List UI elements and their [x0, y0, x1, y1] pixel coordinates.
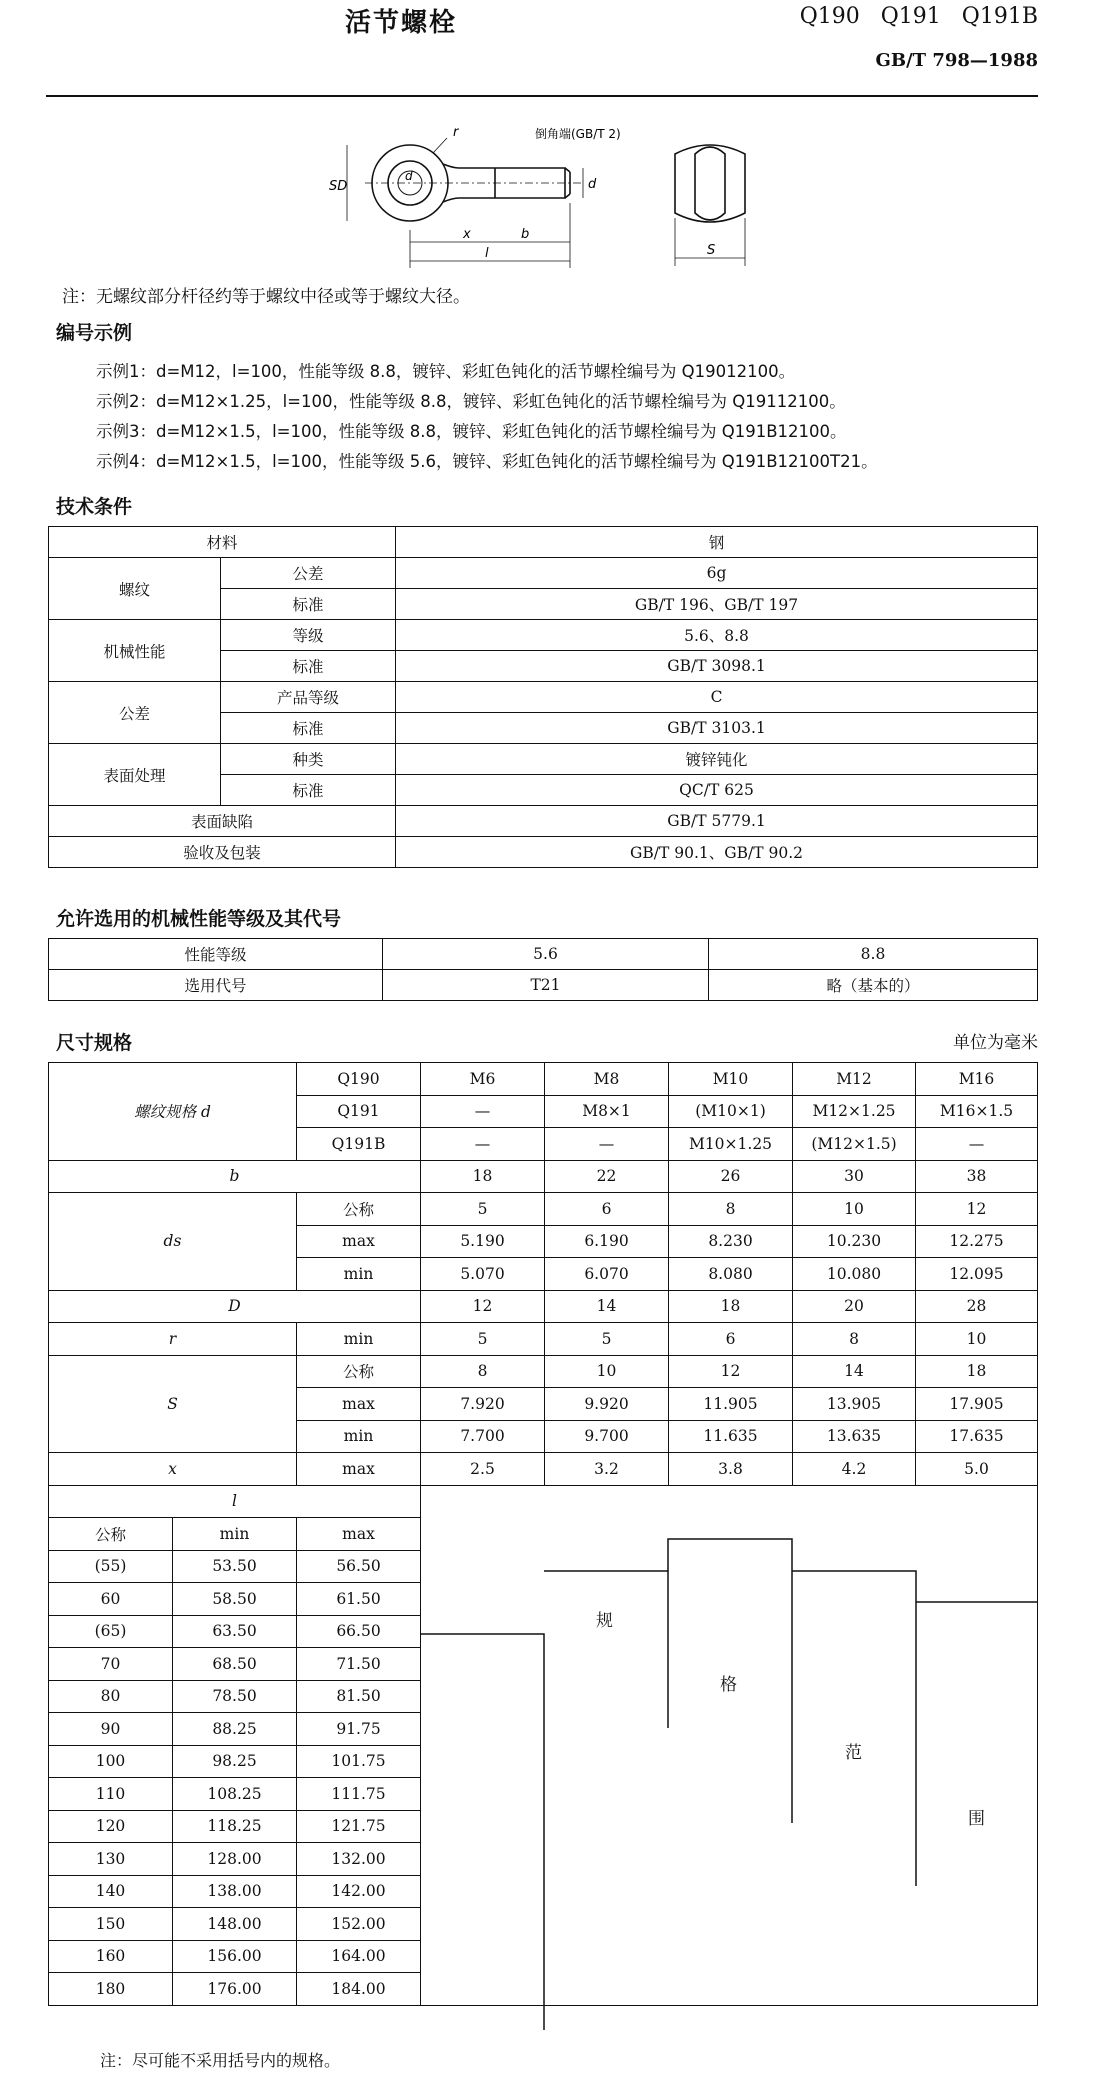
table-row: max 7.920 9.920 11.905 13.905 17.905 [49, 1388, 1038, 1421]
tech-heading: 技术条件 [56, 496, 133, 518]
table-row: 70 68.50 71.50 [49, 1648, 1038, 1681]
table-row: 140 138.00 142.00 [49, 1875, 1038, 1908]
table-row: 标准 GB/T 3098.1 [49, 651, 1038, 682]
table-row: 验收及包装 GB/T 90.1、GB/T 90.2 [49, 837, 1038, 868]
table-row: 160 156.00 164.00 [49, 1940, 1038, 1973]
table-row: 120 118.25 121.75 [49, 1810, 1038, 1843]
table-row: Q191B — — M10×1.25 (M12×1.5) — [49, 1128, 1038, 1161]
unit-note: 单位为毫米 [953, 1033, 1038, 1053]
table-row: 80 78.50 81.50 [49, 1680, 1038, 1713]
table-row: 标准 GB/T 196、GB/T 197 [49, 589, 1038, 620]
example-2: 示例2：d=M12×1.25，l=100，性能等级 8.8，镀锌、彩虹色钝化的活节螺栓编号为 Q19112100。 [96, 392, 846, 411]
chamfer-label: 倒角端(GB/T 2) [535, 127, 621, 141]
example-1: 示例1：d=M12，l=100，性能等级 8.8，镀锌、彩虹色钝化的活节螺栓编号为 Q19012100。 [96, 362, 796, 381]
table-row: b 18 22 26 30 38 [49, 1160, 1038, 1193]
scope-step-m12 [792, 1571, 916, 1886]
thread-note: 注：无螺纹部分杆径约等于螺纹中径或等于螺纹大径。 [62, 287, 470, 307]
sd-label: SD [329, 179, 348, 194]
l-label: l [485, 246, 489, 261]
table-row: 公差 产品等级 C [49, 682, 1038, 713]
page-title: 活节螺栓 [345, 8, 458, 38]
table-row: min 5.070 6.070 8.080 10.080 12.095 [49, 1258, 1038, 1291]
scope-char-3: 范 [845, 1743, 862, 1763]
table-row: 100 98.25 101.75 [49, 1745, 1038, 1778]
table-row: 表面处理 种类 镀锌钝化 [49, 744, 1038, 775]
example-4: 示例4：d=M12×1.5，l=100，性能等级 5.6，镀锌、彩虹色钝化的活节螺栓编号为 Q191B12100T21。 [96, 452, 878, 471]
table-row: 标准 QC/T 625 [49, 775, 1038, 806]
x-label: x [463, 227, 471, 242]
table-row: 130 128.00 132.00 [49, 1843, 1038, 1876]
table-row: x max 2.5 3.2 3.8 4.2 5.0 [49, 1453, 1038, 1486]
table-row: 螺纹 公差 6g [49, 558, 1038, 589]
scope-char-4: 围 [968, 1809, 985, 1829]
s-label: S [707, 243, 716, 258]
scope-step-m6 [420, 1634, 544, 2030]
table-row: l [49, 1485, 1038, 1518]
table-row: 材料 钢 [49, 527, 1038, 558]
dims-heading: 尺寸规格 [56, 1032, 133, 1054]
table-row: max 5.190 6.190 8.230 10.230 12.275 [49, 1225, 1038, 1258]
table-row: 60 58.50 61.50 [49, 1583, 1038, 1616]
table-row: 公称 min max [49, 1518, 1038, 1551]
dd-label: d [588, 177, 597, 192]
dims-note: 注：尽可能不采用括号内的规格。 [100, 2051, 341, 2070]
example-3: 示例3：d=M12×1.5，l=100，性能等级 8.8，镀锌、彩虹色钝化的活节螺栓编号为 Q191B12100。 [96, 422, 847, 441]
table-row: (55) 53.50 56.50 [49, 1550, 1038, 1583]
table-row: ds 公称 5 6 8 10 12 [49, 1193, 1038, 1226]
scope-char-1: 规 [596, 1611, 613, 1631]
examples-heading: 编号示例 [56, 322, 133, 344]
scope-char-2: 格 [720, 1675, 737, 1695]
table-row: 90 88.25 91.75 [49, 1713, 1038, 1746]
table-row: D 12 14 18 20 28 [49, 1290, 1038, 1323]
b-label: b [521, 227, 530, 242]
table-row: 180 176.00 184.00 [49, 1973, 1038, 2006]
r-label: r [453, 125, 459, 140]
table-row: 螺纹规格 d Q190 M6 M8 M10 M12 M16 [49, 1063, 1038, 1096]
table-row: (65) 63.50 66.50 [49, 1615, 1038, 1648]
table-row: 选用代号 T21 略（基本的） [49, 970, 1038, 1001]
scope-step-m8 [544, 1571, 668, 1728]
table-row: 标准 GB/T 3103.1 [49, 713, 1038, 744]
table-row: 性能等级 5.6 8.8 [49, 939, 1038, 970]
table-row: 机械性能 等级 5.6、8.8 [49, 620, 1038, 651]
standard-number: GB/T 798—1988 [875, 50, 1038, 71]
table-row: r min 5 5 6 8 10 [49, 1323, 1038, 1356]
product-codes: Q190 Q191 Q191B [799, 4, 1038, 29]
grades-heading: 允许选用的机械性能等级及其代号 [56, 908, 342, 930]
table-row: 110 108.25 111.75 [49, 1778, 1038, 1811]
d-label: d [405, 169, 413, 183]
table-row: 表面缺陷 GB/T 5779.1 [49, 806, 1038, 837]
table-row: 150 148.00 152.00 [49, 1908, 1038, 1941]
table-row: S 公称 8 10 12 14 18 [49, 1355, 1038, 1388]
table-row: min 7.700 9.700 11.635 13.635 17.635 [49, 1420, 1038, 1453]
table-row: Q191 — M8×1 (M10×1) M12×1.25 M16×1.5 [49, 1095, 1038, 1128]
